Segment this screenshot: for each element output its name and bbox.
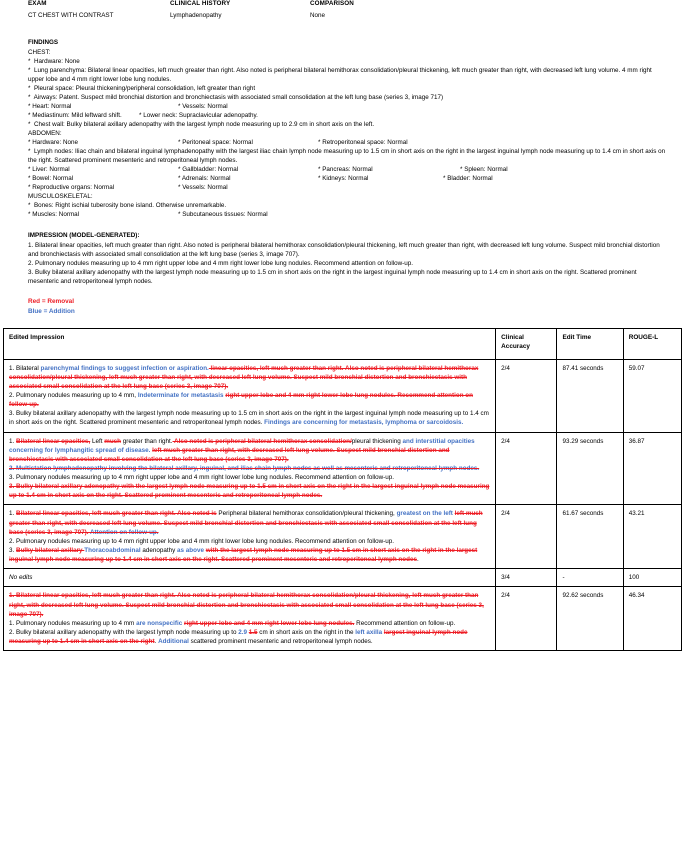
impression-paragraph — [9, 628, 491, 646]
finding-lymph-nodes: * Lymph nodes: Iliac chain and bilateral inguinal lymphadenopathy with the largest iliac chain lymph node measuring up to 1.5 cm in short axis on the right in the largest inguinal lymph node measuring up to 1.4 cm in short axis on the right. Scattered prominent mesenteric and retroperitoneal lymph nodes. — [28, 147, 667, 164]
impression-paragraph — [9, 482, 491, 500]
diff-segment-keep: 2. Pulmonary nodules measuring up to 4 mm right upper lobe and 4 mm right lower lobe lung nodules. Recommend attention on follow-up. — [9, 537, 395, 545]
finding-hardware-chest: * Hardware: None — [28, 57, 80, 65]
cell-rouge-l: 43.21 — [623, 505, 681, 569]
impression-paragraph — [9, 619, 491, 628]
finding-reproductive-organs: * Reproductive organs: Normal — [28, 183, 115, 191]
diff-segment-add: as above — [177, 546, 206, 554]
cell-edit-time: 61.67 seconds — [557, 505, 623, 569]
impression-paragraph — [9, 391, 491, 409]
finding-gallbladder: * Gallbladder: Normal — [178, 165, 239, 173]
table-row — [4, 359, 682, 432]
finding-organ-row-3 — [28, 184, 667, 193]
finding-hardware-abdomen: * Hardware: None — [28, 138, 79, 146]
diff-segment-add: Thoracoabdominal — [84, 546, 143, 554]
finding-muscles: * Muscles: Normal — [28, 210, 80, 218]
diff-segment-del: linear opacities, left much greater than right. Also noted is peripheral bilateral hemithorax consolidation/pleural thickening, left much greater than right, with decreased left lung volume. Suspect mild bronchial distortion and bronchiectasis with associated small consolidation at the left lung base (series 3, image 707). — [9, 364, 479, 390]
cell-edit-time: 93.29 seconds — [557, 432, 623, 505]
cell-clinical-accuracy: 2/4 — [496, 432, 557, 505]
exam-value: CT CHEST WITH CONTRAST — [28, 12, 114, 20]
clinical-history-label: CLINICAL HISTORY — [170, 0, 231, 7]
cell-edited-impression — [4, 569, 496, 587]
diff-segment-del: 1. Bilateral linear opacities, left much greater than right. Also noted is peripheral bilateral hemithorax consolidation/pleural thickening, left much greater than right, with decreased left lung volume. Suspect mild bronchial distortion and bronchiectasis with associated small consolidation at the left lung base (series 3, image 707). — [9, 592, 484, 618]
edited-impression-table-wrapper — [0, 328, 685, 652]
diff-segment-keep: 1. — [9, 510, 17, 518]
table-head — [4, 328, 682, 359]
finding-heart-vessels-row — [28, 103, 667, 112]
impression-paragraph — [9, 537, 491, 546]
diff-segment-keep: Peripheral bilateral hemithorax consolidation/pleural thickening, — [216, 510, 397, 518]
abdomen-label: ABDOMEN: — [28, 129, 62, 137]
cell-clinical-accuracy: 2/4 — [496, 359, 557, 432]
chest-label: CHEST: — [28, 48, 51, 56]
diff-segment-keep: pleural thickening — [351, 437, 403, 445]
finding-kidneys: * Kidneys: Normal — [318, 174, 369, 182]
column-header-edited-impression: Edited Impression — [4, 328, 496, 359]
cell-rouge-l: 100 — [623, 569, 681, 587]
diff-segment-del: Bilateral linear opacities, left much greater than right. Also noted is — [16, 510, 217, 518]
impression-item-2: 2. Pulmonary nodules measuring up to 4 mm right upper lobe and 4 mm right lower lobe lung nodules. Recommend attention on follow-up. — [28, 259, 414, 267]
column-header-edit-time: Edit Time — [557, 328, 623, 359]
cell-edited-impression — [4, 359, 496, 432]
diff-segment-add: are nonspecific — [136, 619, 185, 627]
diff-segment-del: right upper lobe and 4 mm right lower lobe lung nodules. Recommend attention on follow-up. — [9, 392, 474, 409]
finding-abdomen-hardware-row — [28, 139, 667, 148]
finding-bladder: * Bladder: Normal — [443, 174, 493, 182]
finding-adrenals: * Adrenals: Normal — [178, 174, 231, 182]
diff-segment-keep: cm in short axis on the right in the — [257, 628, 356, 636]
finding-msk-row — [28, 211, 667, 220]
diff-segment-add-del: Attention on follow-up. — [89, 528, 159, 536]
finding-liver: * Liver: Normal — [28, 165, 70, 173]
finding-lung-parenchyma: * Lung parenchyma: Bilateral linear opacities, left much greater than right. Also noted is peripheral bilateral hemithorax consolidation/pleural thickening, left much greater than right, with decreased left lung volume. 4 mm right upper lobe and 4 mm right lower lobe lung nodules. — [28, 66, 654, 83]
report-header — [0, 0, 685, 28]
diff-segment-keep: 2. Pulmonary nodules measuring up to 4 mm, — [9, 392, 138, 400]
finding-pleural-space: * Pleural space: Pleural thickening/peripheral consolidation, left greater than right — [28, 84, 256, 92]
finding-vessels-abdomen: * Vessels: Normal — [178, 183, 228, 191]
cell-rouge-l: 46.34 — [623, 587, 681, 651]
legend-addition: Blue = Addition — [28, 307, 75, 315]
finding-organ-row-2 — [28, 175, 667, 184]
diff-segment-keep: 3. — [9, 546, 17, 554]
diff-segment-add-del: 2. Multistation lymphadenopathy involving the bilateral axillary, inguinal, and iliac chain lymph nodes as well as mesenteric and retroperitoneal lymph nodes. — [9, 464, 480, 472]
cell-clinical-accuracy: 3/4 — [496, 569, 557, 587]
table-row — [4, 587, 682, 651]
table-row — [4, 432, 682, 505]
cell-rouge-l: 36.87 — [623, 432, 681, 505]
musculoskeletal-label: MUSCULOSKELETAL: — [28, 192, 93, 200]
diff-segment-add: 2.9 — [238, 628, 249, 636]
cell-clinical-accuracy: 2/4 — [496, 587, 557, 651]
finding-chest-wall: * Chest wall: Bulky bilateral axillary adenopathy with the largest lymph node measuring up to 2.9 cm in short axis on the left. — [28, 120, 375, 128]
finding-bowel: * Bowel: Normal — [28, 174, 74, 182]
findings-title: FINDINGS — [28, 39, 59, 46]
finding-organ-row-1 — [28, 166, 667, 175]
diff-segment-add: left axilla — [355, 628, 384, 636]
legend-removal: Red = Removal — [28, 298, 74, 306]
table-header-row — [4, 328, 682, 359]
diff-segment-del: Also noted is peripheral bilateral hemithorax consolidation/ — [172, 437, 352, 445]
diff-segment-del: 1.5 — [248, 628, 258, 636]
diff-segment-keep: 3. Pulmonary nodules measuring up to 4 mm right upper lobe and 4 mm right lower lobe lung nodules. Recommend attention on follow-up. — [9, 474, 395, 482]
diff-segment-keep: adenopathy — [142, 546, 178, 554]
header-column-clinical-history — [170, 0, 230, 21]
cell-rouge-l: 59.07 — [623, 359, 681, 432]
diff-segment-keep: 2. Bulky bilateral axillary adenopathy with the largest lymph node measuring up to — [9, 628, 239, 636]
header-column-exam — [28, 0, 113, 21]
cell-edit-time: - — [557, 569, 623, 587]
diff-segment-del: Bilateral linear opacities, — [16, 437, 91, 445]
edited-impression-table — [3, 328, 682, 652]
impression-paragraph — [9, 437, 491, 464]
cell-edited-impression — [4, 432, 496, 505]
comparison-label: COMPARISON — [310, 0, 354, 7]
diff-segment-keep: 1. Bilateral — [9, 364, 41, 372]
diff-segment-del: Bulky bilateral axillary — [16, 546, 85, 554]
diff-segment-add: Indeterminate for metastasis — [137, 392, 226, 400]
finding-bones: * Bones: Right ischial tuberosity bone island. Otherwise unremarkable. — [28, 201, 227, 209]
cell-edit-time: 92.62 seconds — [557, 587, 623, 651]
impression-paragraph — [9, 546, 491, 564]
table-row — [4, 569, 682, 587]
finding-mediastinum-row — [28, 112, 667, 121]
diff-segment-del: with the largest lymph node measuring up to 1.5 cm in short axis on the right in the largest inguinal lymph node measuring up to 1.4 cm in short axis on the right. Scattered prominent mesenteric and retroperitoneal lymph nodes — [9, 546, 478, 564]
findings-section — [0, 39, 685, 220]
column-header-clinical-accuracy: Clinical Accuracy — [496, 328, 557, 359]
cell-edit-time: 87.41 seconds — [557, 359, 623, 432]
impression-section — [0, 232, 685, 287]
cell-edited-impression — [4, 505, 496, 569]
cell-clinical-accuracy: 2/4 — [496, 505, 557, 569]
impression-paragraph — [9, 473, 491, 482]
impression-paragraph — [9, 464, 491, 473]
diff-segment-keep: 1. Pulmonary nodules measuring up to 4 mm — [9, 619, 137, 627]
impression-item-1: 1. Bilateral linear opacities, left much greater than right. Also noted is peripheral bilateral hemithorax consolidation/pleural thickening, left much greater than right, with decreased left lung volume. Suspect mild bronchial distortion and bronchiectasis with associated small consolidation at the left lung base (series 3, image 707). — [28, 241, 662, 258]
diff-segment-del: left much greater than right, with decreased left lung volume. Suspect mild bronchial distortion and bronchiectasis with associated small consolidation at the left lung base (series 3, image 707). — [9, 446, 450, 463]
finding-mediastinum: * Mediastinum: Mild leftward shift. — [28, 111, 122, 119]
diff-segment-keep: 3. Bulky bilateral axillary adenopathy with the largest lymph node measuring up to 1.5 cm in short axis on the right in the largest inguinal lymph node measuring up to 1.4 cm in short axis on the right. Scattered prominent mesenteric and retroperitoneal lymph nodes. — [9, 410, 489, 427]
diff-segment-add: Additional — [158, 638, 191, 646]
column-header-rouge-l: ROUGE-L — [623, 328, 681, 359]
diff-segment-add: parenchymal findings to suggest infection or aspiration. — [40, 364, 209, 372]
impression-paragraph — [9, 364, 491, 391]
finding-retroperitoneal-space: * Retroperitoneal space: Normal — [318, 138, 408, 146]
comparison-value: None — [310, 12, 326, 20]
finding-subcutaneous-tissues: * Subcutaneous tissues: Normal — [178, 210, 268, 218]
cell-edited-impression — [4, 587, 496, 651]
exam-label: EXAM — [28, 0, 47, 7]
finding-peritoneal-space: * Peritoneal space: Normal — [178, 138, 253, 146]
finding-vessels: * Vessels: Normal — [178, 102, 228, 110]
header-column-comparison — [310, 0, 354, 21]
impression-paragraph — [9, 509, 491, 536]
diff-segment-del: 3. Bulky bilateral axillary adenopathy with the largest lymph node measuring up to 1.5 cm in short axis on the right in the largest inguinal lymph node measuring up to 1.4 cm in short axis on the right. Scattered prominent mesenteric and retroperitoneal lymph nodes. — [9, 483, 490, 500]
table-row — [4, 505, 682, 569]
impression-item-3: 3. Bulky bilateral axillary adenopathy with the largest lymph node measuring up to 1.5 cm in short axis on the right in the largest inguinal lymph node measuring up to 1.4 cm in short axis on the right. Scattered prominent mesenteric and retroperitoneal lymph nodes. — [28, 268, 639, 285]
finding-heart: * Heart: Normal — [28, 102, 72, 110]
clinical-history-value: Lymphadenopathy — [170, 12, 222, 20]
legend — [0, 297, 685, 315]
diff-segment-keep: . — [416, 556, 419, 564]
diff-segment-keep: scattered prominent mesenteric and retroperitoneal lymph nodes. — [190, 638, 373, 646]
diff-segment-keep: Recommend attention on follow-up. — [354, 619, 456, 627]
diff-segment-keep: . — [154, 638, 159, 646]
finding-pancreas: * Pancreas: Normal — [318, 165, 373, 173]
diff-segment-keep: greater than right. — [121, 437, 173, 445]
table-body — [4, 359, 682, 651]
diff-segment-add: greatest on the left — [396, 510, 455, 518]
diff-segment-add: and interstitial opacities concerning for lymphangitic spread of disease. — [9, 437, 475, 454]
no-edits-label: No edits — [9, 574, 33, 582]
finding-lower-neck: * Lower neck: Supraclavicular adenopathy. — [139, 111, 258, 119]
diff-segment-keep: Left — [90, 437, 105, 445]
diff-segment-del: largest inguinal lymph node measuring up to 1.4 cm in short axis on the right — [9, 628, 468, 646]
impression-paragraph — [9, 409, 491, 427]
diff-segment-add: Findings are concerning for metastasis, lymphoma or sarcoidosis. — [264, 419, 464, 427]
finding-airways: * Airways: Patent. Suspect mild bronchial distortion and bronchiectasis with associated small consolidation at the left lung base (series 3, image 717) — [28, 93, 444, 101]
impression-title: IMPRESSION (MODEL-GENERATED): — [28, 231, 140, 239]
finding-spleen: * Spleen: Normal — [460, 165, 508, 173]
diff-segment-keep: 1. — [9, 437, 17, 445]
impression-paragraph — [9, 591, 491, 618]
diff-segment-del: left much greater than right, with decreased left lung volume. Suspect mild bronchial distortion and bronchiectasis with associated small consolidation at the left lung base (series 3, image 707). — [9, 510, 483, 536]
diff-segment-del: much — [104, 437, 122, 445]
diff-segment-del: right upper lobe and 4 mm right lower lobe lung nodules. — [184, 619, 355, 627]
